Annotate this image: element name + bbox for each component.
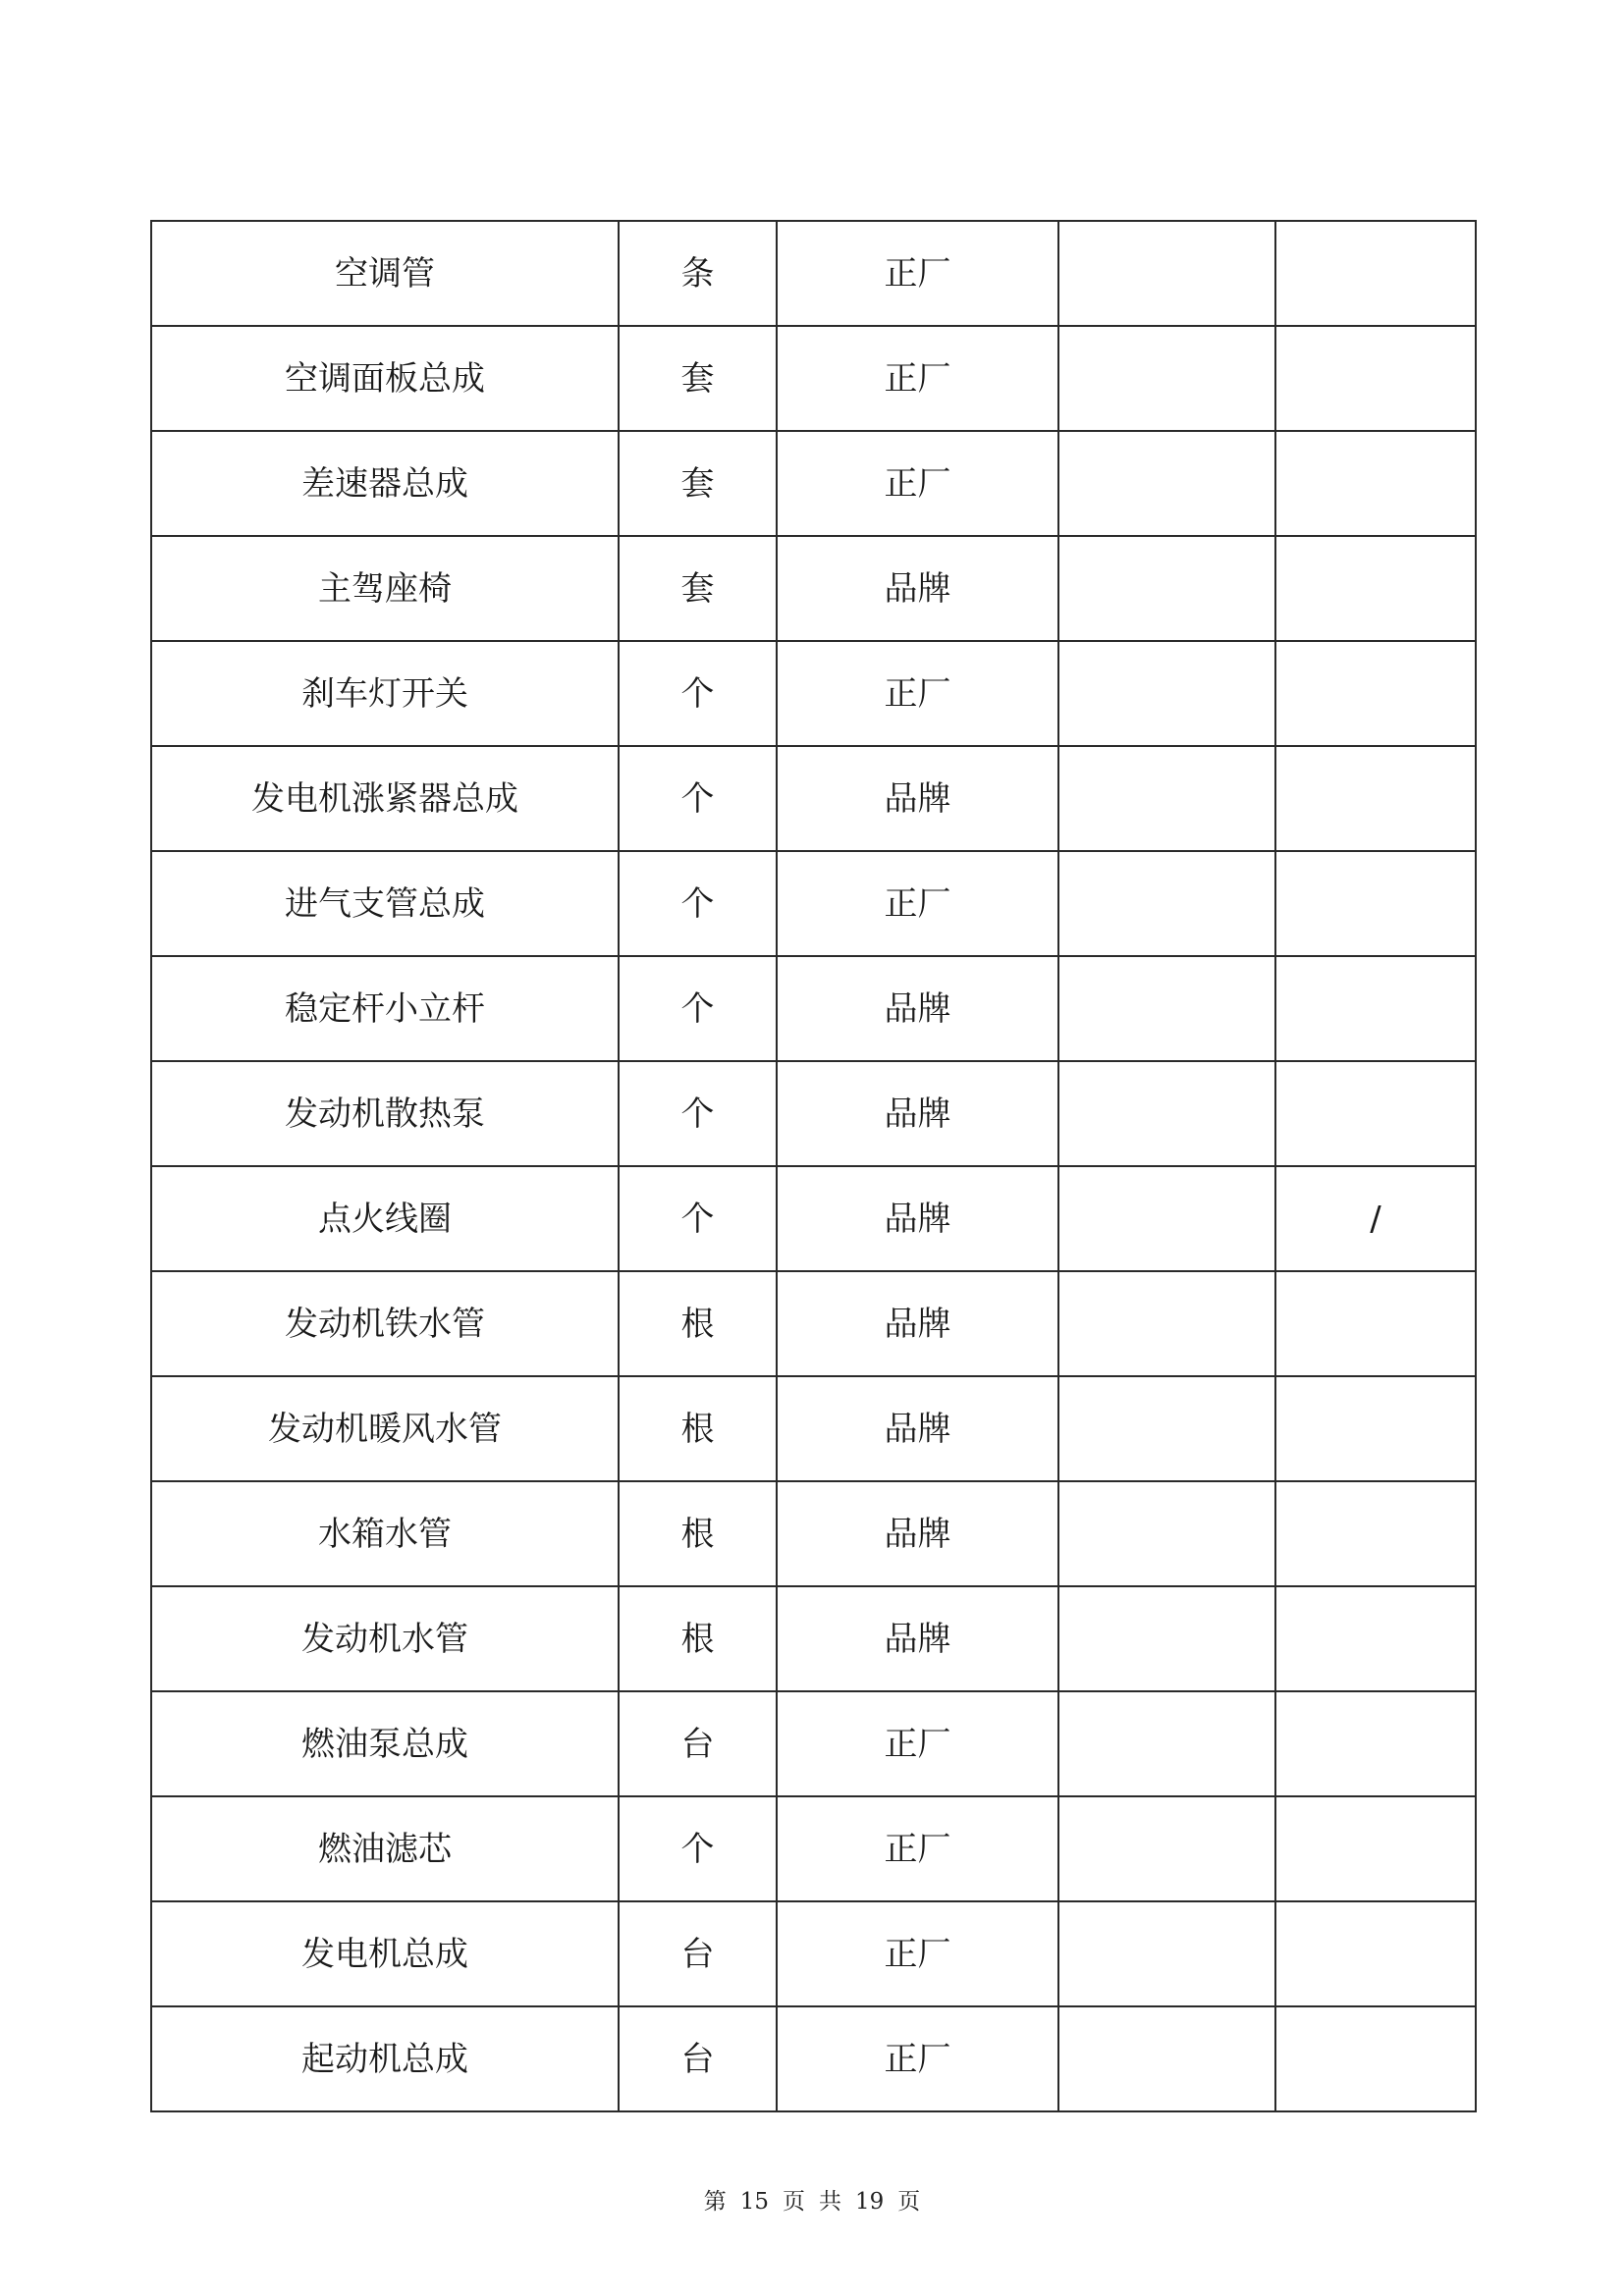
- table-row: [151, 1061, 1476, 1166]
- part-col4: [1058, 1586, 1275, 1691]
- part-unit: 套: [619, 536, 777, 641]
- total-pages: 19: [855, 2189, 885, 2215]
- part-col4: [1058, 1376, 1275, 1481]
- parts-table: [150, 220, 1477, 2112]
- part-type: 正厂: [777, 1796, 1058, 1901]
- part-unit: 个: [619, 1061, 777, 1166]
- part-col4: [1058, 326, 1275, 431]
- part-unit: 套: [619, 431, 777, 536]
- part-col4: [1058, 1166, 1275, 1271]
- part-unit: 个: [619, 956, 777, 1061]
- part-col5: [1275, 431, 1476, 536]
- part-type: 品牌: [777, 746, 1058, 851]
- table-row: [151, 851, 1476, 956]
- part-name: 发动机水管: [151, 1586, 619, 1691]
- part-name: 水箱水管: [151, 1481, 619, 1586]
- part-col5: [1275, 851, 1476, 956]
- part-col5: [1275, 1481, 1476, 1586]
- table-row: [151, 956, 1476, 1061]
- part-col5: [1275, 1586, 1476, 1691]
- part-unit: 根: [619, 1481, 777, 1586]
- part-col4: [1058, 2006, 1275, 2111]
- part-type: 正厂: [777, 641, 1058, 746]
- part-name: 主驾座椅: [151, 536, 619, 641]
- table-row: [151, 536, 1476, 641]
- part-name: 发动机铁水管: [151, 1271, 619, 1376]
- page-footer: [0, 2183, 1624, 2216]
- part-type: 正厂: [777, 1901, 1058, 2006]
- part-unit: 个: [619, 1166, 777, 1271]
- part-type: 品牌: [777, 1586, 1058, 1691]
- part-name: 发电机涨紧器总成: [151, 746, 619, 851]
- part-col4: [1058, 221, 1275, 326]
- part-unit: 根: [619, 1376, 777, 1481]
- part-type: 品牌: [777, 1376, 1058, 1481]
- part-name: 空调面板总成: [151, 326, 619, 431]
- table-row: [151, 1166, 1476, 1271]
- table-row: [151, 1586, 1476, 1691]
- part-type: 品牌: [777, 1166, 1058, 1271]
- table-row: [151, 431, 1476, 536]
- part-unit: 个: [619, 746, 777, 851]
- part-col4: [1058, 1691, 1275, 1796]
- part-unit: 条: [619, 221, 777, 326]
- footer-ye: 页: [783, 2189, 805, 2215]
- part-unit: 个: [619, 1796, 777, 1901]
- part-unit: 个: [619, 641, 777, 746]
- table-row: [151, 326, 1476, 431]
- part-col4: [1058, 746, 1275, 851]
- part-col5: /: [1275, 1166, 1476, 1271]
- page-number: 15: [739, 2189, 769, 2215]
- part-col5: [1275, 1271, 1476, 1376]
- part-col4: [1058, 1796, 1275, 1901]
- part-col4: [1058, 641, 1275, 746]
- part-col5: [1275, 746, 1476, 851]
- part-unit: 台: [619, 2006, 777, 2111]
- part-name: 发动机暖风水管: [151, 1376, 619, 1481]
- part-unit: 根: [619, 1271, 777, 1376]
- part-col4: [1058, 1271, 1275, 1376]
- part-type: 正厂: [777, 326, 1058, 431]
- part-col5: [1275, 1376, 1476, 1481]
- part-type: 正厂: [777, 431, 1058, 536]
- part-col4: [1058, 1901, 1275, 2006]
- part-type: 品牌: [777, 1481, 1058, 1586]
- part-name: 发动机散热泵: [151, 1061, 619, 1166]
- table-row: [151, 1691, 1476, 1796]
- part-col5: [1275, 1796, 1476, 1901]
- part-col4: [1058, 1061, 1275, 1166]
- table-row: [151, 1481, 1476, 1586]
- table-row: [151, 221, 1476, 326]
- part-type: 正厂: [777, 851, 1058, 956]
- part-col5: [1275, 221, 1476, 326]
- part-unit: 套: [619, 326, 777, 431]
- part-type: 品牌: [777, 1061, 1058, 1166]
- table-row: [151, 2006, 1476, 2111]
- part-name: 差速器总成: [151, 431, 619, 536]
- part-col5: [1275, 956, 1476, 1061]
- part-col5: [1275, 536, 1476, 641]
- part-name: 刹车灯开关: [151, 641, 619, 746]
- footer-ye2: 页: [897, 2189, 921, 2215]
- part-col5: [1275, 1691, 1476, 1796]
- part-col4: [1058, 431, 1275, 536]
- part-col5: [1275, 2006, 1476, 2111]
- footer-gong: 共: [819, 2189, 841, 2215]
- part-name: 点火线圈: [151, 1166, 619, 1271]
- part-name: 空调管: [151, 221, 619, 326]
- part-type: 品牌: [777, 956, 1058, 1061]
- part-col4: [1058, 851, 1275, 956]
- table-row: [151, 1901, 1476, 2006]
- part-col4: [1058, 1481, 1275, 1586]
- table-row: [151, 746, 1476, 851]
- table-row: [151, 1376, 1476, 1481]
- part-unit: 个: [619, 851, 777, 956]
- part-type: 品牌: [777, 536, 1058, 641]
- table-row: [151, 1796, 1476, 1901]
- part-type: 正厂: [777, 1691, 1058, 1796]
- part-col5: [1275, 1061, 1476, 1166]
- parts-table-body: [151, 221, 1476, 2111]
- table-row: [151, 641, 1476, 746]
- part-col4: [1058, 956, 1275, 1061]
- part-name: 燃油滤芯: [151, 1796, 619, 1901]
- part-col5: [1275, 326, 1476, 431]
- part-col5: [1275, 641, 1476, 746]
- part-name: 进气支管总成: [151, 851, 619, 956]
- table-row: [151, 1271, 1476, 1376]
- part-name: 起动机总成: [151, 2006, 619, 2111]
- part-name: 发电机总成: [151, 1901, 619, 2006]
- part-col4: [1058, 536, 1275, 641]
- footer-di: 第: [703, 2189, 727, 2215]
- part-name: 燃油泵总成: [151, 1691, 619, 1796]
- part-type: 正厂: [777, 221, 1058, 326]
- part-unit: 台: [619, 1901, 777, 2006]
- part-name: 稳定杆小立杆: [151, 956, 619, 1061]
- part-col5: [1275, 1901, 1476, 2006]
- part-unit: 根: [619, 1586, 777, 1691]
- part-unit: 台: [619, 1691, 777, 1796]
- part-type: 正厂: [777, 2006, 1058, 2111]
- part-type: 品牌: [777, 1271, 1058, 1376]
